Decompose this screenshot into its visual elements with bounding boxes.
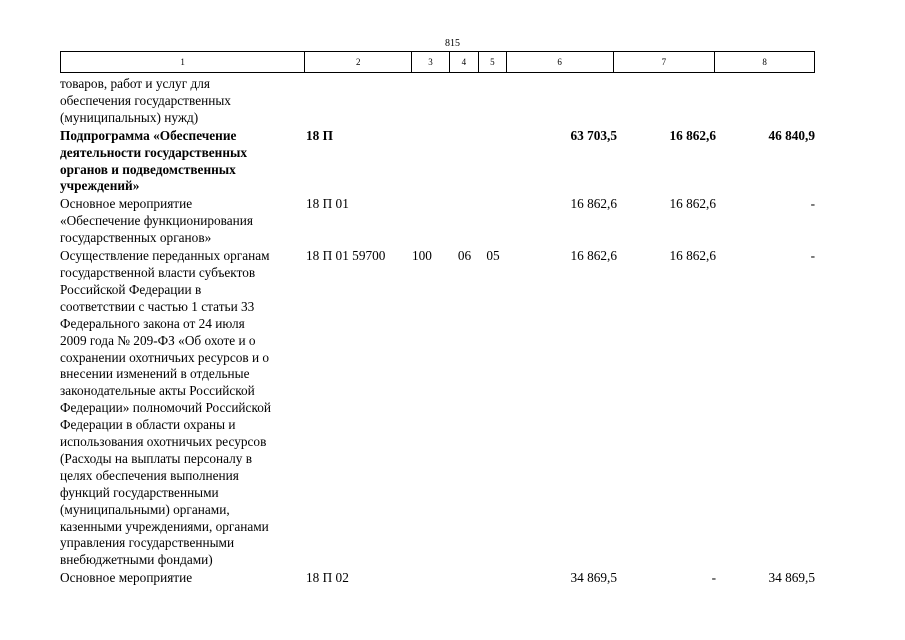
row-description-line: Подпрограмма «Обеспечение	[60, 127, 237, 143]
table-row	[60, 128, 815, 196]
row-description	[60, 128, 305, 196]
row-description-line: учреждений»	[60, 178, 140, 194]
table-row	[60, 76, 815, 127]
header-col-2: 2	[305, 52, 412, 72]
row-amount-regional: 46 840,9	[768, 127, 815, 143]
row-description-line: государственной власти субъектов	[60, 264, 256, 280]
row-description	[60, 196, 305, 247]
row-code: 18 П 01 59700	[306, 248, 386, 264]
row-description-line: соответствии с частью 1 статьи 33	[60, 298, 255, 314]
row-description	[60, 570, 305, 587]
row-amount-total: 16 862,6	[570, 248, 617, 264]
row-description-line: сохранении охотничьих ресурсов и о	[60, 349, 270, 365]
row-description	[60, 248, 305, 569]
header-col-8: 8	[762, 57, 767, 67]
row-code: 18 П 01	[306, 196, 349, 212]
header-col-5: 5	[479, 52, 507, 72]
row-description-line: (Расходы на выплаты персоналу в	[60, 450, 253, 466]
row-description-line: обеспечения государственных	[60, 92, 231, 108]
row-description-line: использования охотничьих ресурсов	[60, 434, 267, 450]
row-description-line: Федерального закона от 24 июля	[60, 315, 245, 331]
table-header	[60, 51, 815, 73]
row-description-line: деятельности государственных	[60, 144, 248, 160]
row-description-line: 2009 года № 209-ФЗ «Об охоте и о	[60, 332, 256, 348]
row-description-line: Федерации в области охраны и	[60, 417, 236, 433]
row-description-line: Федерации» полномочий Российской	[60, 400, 271, 416]
row-description-line: законодательные акты Российской	[60, 383, 255, 399]
table-row	[60, 196, 815, 247]
header-col-4: 4	[450, 52, 479, 72]
row-description	[60, 76, 305, 127]
row-description-line: органов и подведомственных	[60, 161, 236, 177]
row-amount-regional: 34 869,5	[768, 570, 815, 586]
row-description-line: «Обеспечение функционирования	[60, 213, 253, 229]
row-description-line: Основное мероприятие	[60, 570, 193, 586]
row-description-line: государственных органов»	[60, 230, 212, 246]
row-description-line: внесении изменений в отдельные	[60, 366, 250, 382]
row-description-line: управления государственными	[60, 535, 235, 551]
table-row	[60, 248, 815, 569]
row-description-line: Осуществление переданных органам	[60, 248, 270, 264]
header-col-3: 3	[412, 52, 450, 72]
row-description-line: казенными учреждениями, органами	[60, 518, 269, 534]
row-amount-total: 63 703,5	[570, 127, 617, 143]
row-amount-total: 34 869,5	[570, 570, 617, 586]
row-code: 18 П 02	[306, 570, 349, 586]
row-amount-regional: -	[810, 196, 815, 212]
row-description-line: (муниципальными) органами,	[60, 501, 230, 517]
header-col-6: 6	[507, 52, 614, 72]
table-row	[60, 570, 815, 587]
row-description-line: Основное мероприятие	[60, 196, 193, 212]
row-subsection: 05	[486, 248, 500, 264]
row-description-line: функций государственными	[60, 484, 219, 500]
row-description-line: (муниципальных) нужд)	[60, 109, 199, 125]
row-amount-federal: -	[711, 570, 716, 586]
header-col-1: 1	[61, 52, 305, 72]
page-number: 815	[445, 38, 460, 49]
row-expense-type: 100	[412, 248, 432, 264]
header-col-7: 7	[614, 52, 716, 72]
row-description-line: внебюджетными фондами)	[60, 552, 213, 568]
row-amount-regional: -	[810, 248, 815, 264]
row-amount-total: 16 862,6	[570, 196, 617, 212]
row-description-line: целях обеспечения выполнения	[60, 467, 239, 483]
row-section: 06	[457, 248, 472, 264]
row-amount-federal: 16 862,6	[669, 196, 716, 212]
row-code: 18 П	[306, 127, 333, 143]
row-amount-federal: 16 862,6	[669, 248, 716, 264]
table-body	[60, 76, 815, 588]
row-amount-federal: 16 862,6	[669, 127, 716, 143]
row-description-line: товаров, работ и услуг для	[60, 76, 211, 91]
row-description-line: Российской Федерации в	[60, 281, 202, 297]
